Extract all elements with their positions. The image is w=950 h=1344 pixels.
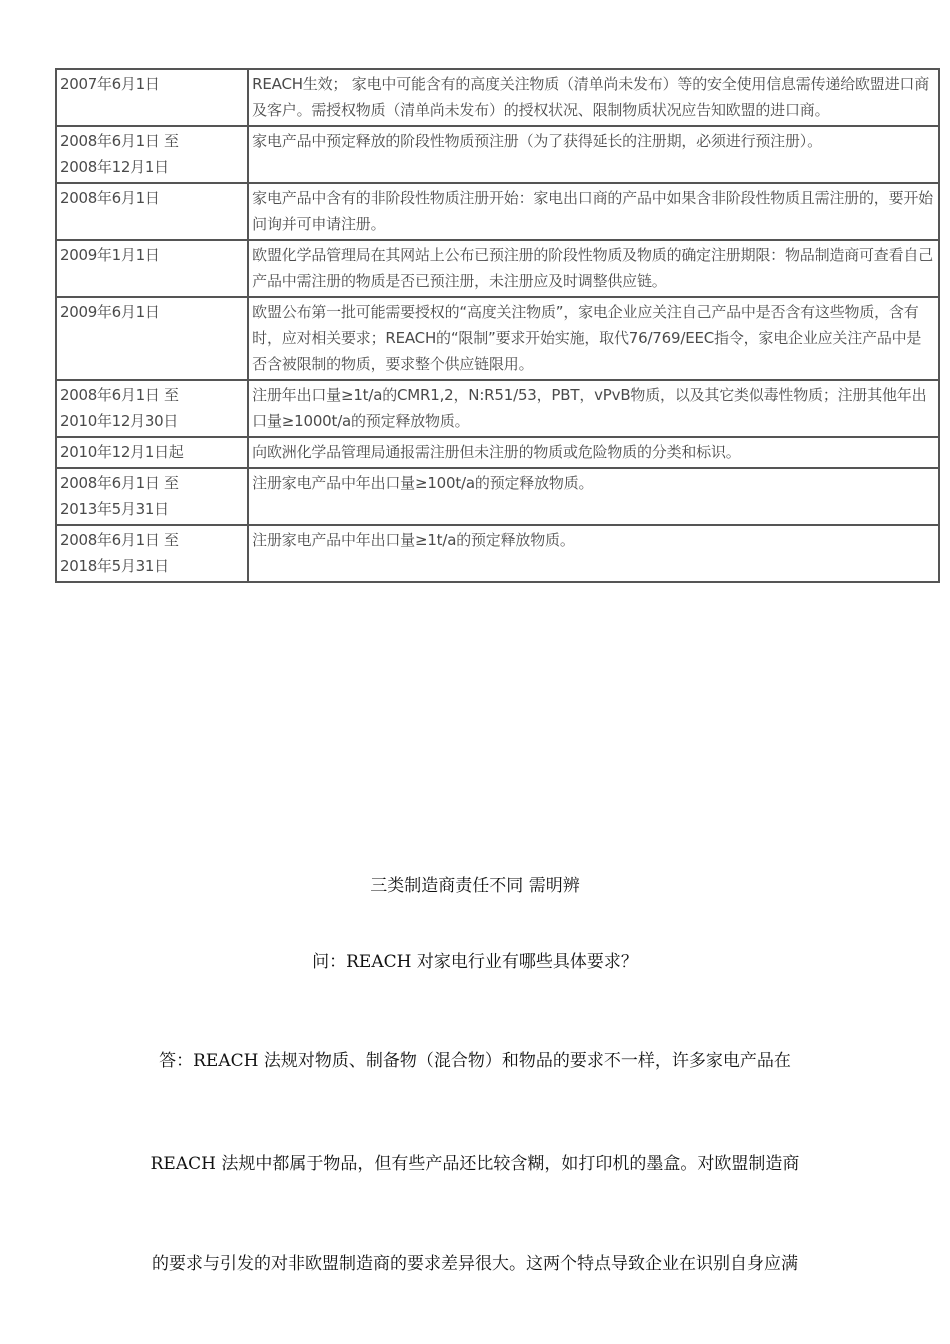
row-description: 注册家电产品中年出口量≥1t/a的预定释放物质。 [248, 525, 939, 582]
row-description: REACH生效； 家电中可能含有的高度关注物质（清单尚未发布）等的安全使用信息需传递给欧盟进口商及客户。需授权物质（清单尚未发布）的授权状况、限制物质状况应告知欧盟的进口商。 [248, 69, 939, 126]
row-description: 欧盟公布第一批可能需要授权的“高度关注物质”，家电企业应关注自己产品中是否含有这些物质，含有时，应对相关要求；REACH的“限制”要求开始实施，取代76/769/EEC指令，家电企业应关注产品中是否含被限制的物质，要求整个供应链限用。 [248, 297, 939, 380]
table-row [56, 183, 939, 240]
reach-timeline-table [55, 68, 940, 583]
row-description: 注册家电产品中年出口量≥100t/a的预定释放物质。 [248, 468, 939, 525]
row-date: 2007年6月1日 [56, 69, 248, 126]
row-date: 2008年6月1日 至 2008年12月1日 [56, 126, 248, 183]
table-row [56, 437, 939, 468]
row-description: 注册年出口量≥1t/a的CMR1,2，N:R51/53，PBT，vPvB物质，以及其它类似毒性物质；注册其他年出口量≥1000t/a的预定释放物质。 [248, 380, 939, 437]
row-date: 2008年6月1日 [56, 183, 248, 240]
row-date: 2009年1月1日 [56, 240, 248, 297]
row-date: 2008年6月1日 至 2013年5月31日 [56, 468, 248, 525]
row-date: 2009年6月1日 [56, 297, 248, 380]
table-row [56, 297, 939, 380]
row-description: 家电产品中预定释放的阶段性物质预注册（为了获得延长的注册期，必须进行预注册）。 [248, 126, 939, 183]
row-description: 欧盟化学品管理局在其网站上公布已预注册的阶段性物质及物质的确定注册期限：物品制造商可查看自己产品中需注册的物质是否已预注册，未注册应及时调整供应链。 [248, 240, 939, 297]
question-text: 问：REACH 对家电行业有哪些具体要求？ [312, 952, 638, 972]
table-row [56, 126, 939, 183]
answer-line: REACH 法规中都属于物品，但有些产品还比较含糊，如打印机的墨盒。对欧盟制造商 [150, 1154, 800, 1174]
row-description: 向欧洲化学品管理局通报需注册但未注册的物质或危险物质的分类和标识。 [248, 437, 939, 468]
row-date: 2010年12月1日起 [56, 437, 248, 468]
table-row [56, 525, 939, 582]
table-row [56, 69, 939, 126]
table-row [56, 468, 939, 525]
section-heading: 三类制造商责任不同 需明辨 [370, 876, 580, 896]
row-date: 2008年6月1日 至 2010年12月30日 [56, 380, 248, 437]
table-row [56, 380, 939, 437]
answer-line: 答：REACH 法规对物质、制备物（混合物）和物品的要求不一样，许多家电产品在 [159, 1051, 791, 1071]
row-description: 家电产品中含有的非阶段性物质注册开始：家电出口商的产品中如果含非阶段性物质且需注册的，要开始问询并可申请注册。 [248, 183, 939, 240]
table-row [56, 240, 939, 297]
answer-line: 的要求与引发的对非欧盟制造商的要求差异很大。这两个特点导致企业在识别自身应满 [152, 1254, 798, 1274]
row-date: 2008年6月1日 至 2018年5月31日 [56, 525, 248, 582]
